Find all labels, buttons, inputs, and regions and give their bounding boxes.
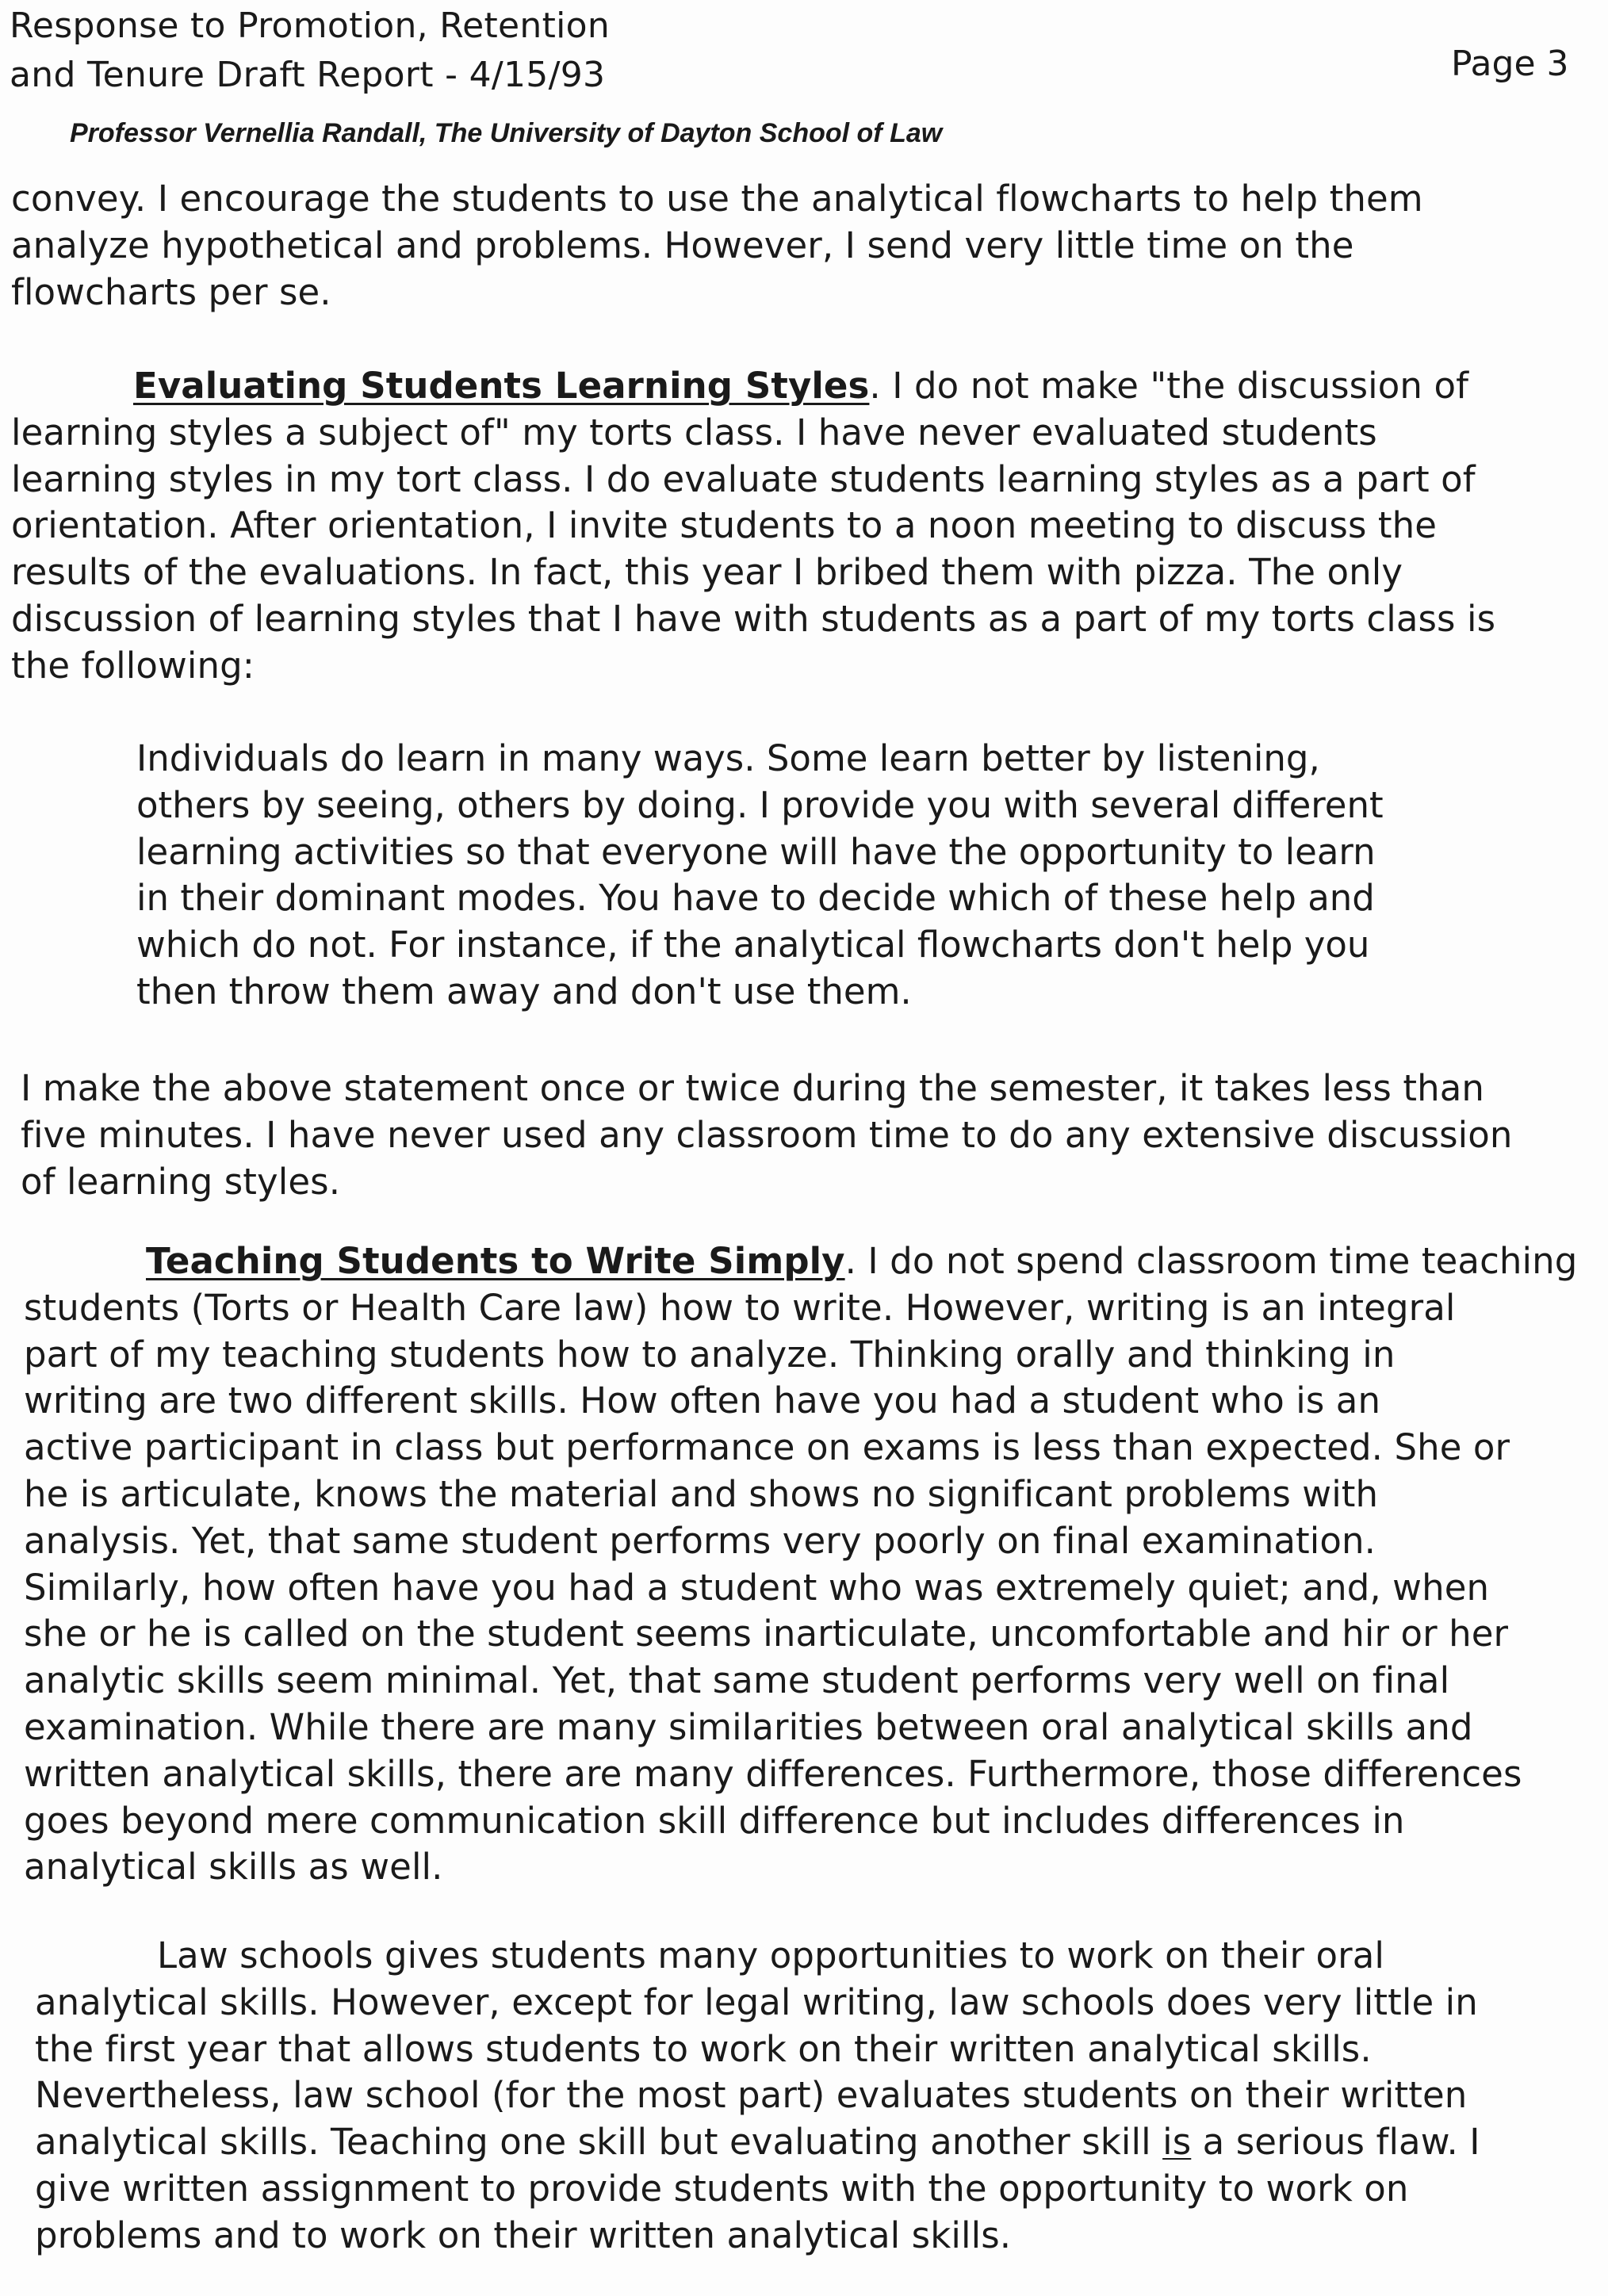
quote-line: which do not. For instance, if the analytical flowcharts don't help you: [136, 924, 1370, 966]
text-line: analytical skills as well.: [24, 1846, 443, 1888]
block-quote: [136, 736, 1384, 1016]
text-line: analyze hypothetical and problems. However, I send very little time on the: [11, 224, 1354, 266]
text-line: goes beyond mere communication skill difference but includes differences in: [24, 1799, 1405, 1842]
quote-line: Individuals do learn in many ways. Some learn better by listening,: [136, 737, 1320, 779]
text-run: a serious flaw. I: [1191, 2121, 1480, 2164]
text-line: Law schools gives students many opportunities to work on their oral: [157, 1934, 1385, 1976]
quote-line: in their dominant modes. You have to decide which of these help and: [136, 877, 1375, 920]
paragraph-convey: [11, 176, 1423, 316]
text-line: students (Torts or Health Care law) how to write. However, writing is an integral: [24, 1286, 1456, 1329]
text-run: . I do not make "the discussion of: [869, 365, 1469, 407]
text-line: I make the above statement once or twice during the semester, it takes less than: [21, 1067, 1485, 1109]
text-line: five minutes. I have never used any classroom time to do any extensive discussion: [21, 1113, 1513, 1156]
text-line: he is articulate, knows the material and shows no significant problems with: [24, 1472, 1379, 1515]
paragraph-learning-styles: [11, 363, 1495, 690]
text-line: active participant in class but performance on exams is less than expected. She or: [24, 1426, 1510, 1469]
text-line: written analytical skills, there are many differences. Furthermore, those differences: [24, 1752, 1522, 1795]
paragraph-statement: [21, 1066, 1512, 1205]
text-line: flowcharts per se.: [11, 270, 331, 313]
text-line: analytical skills. However, except for legal writing, law schools does very little in: [35, 1980, 1478, 2023]
text-line: discussion of learning styles that I have with students as a part of my torts class is: [11, 597, 1496, 640]
quote-line: learning activities so that everyone will have the opportunity to learn: [136, 830, 1376, 873]
author-line: Professor Vernellia Randall, The University of Dayton School of Law: [70, 118, 943, 148]
text-line: writing are two different skills. How often have you had a student who is an: [24, 1380, 1381, 1422]
text-line: learning styles in my tort class. I do evaluate students learning styles as a part of: [11, 457, 1476, 500]
text-line: Nevertheless, law school (for the most part) evaluates students on their written: [35, 2074, 1468, 2117]
text-line: results of the evaluations. In fact, this year I bribed them with pizza. The only: [11, 551, 1403, 594]
text-line: analysis. Yet, that same student performs very poorly on final examination.: [24, 1519, 1376, 1562]
text-line: [11, 363, 1495, 410]
text-line: she or he is called on the student seems inarticulate, uncomfortable and hir or her: [24, 1613, 1509, 1655]
text-line: orientation. After orientation, I invite students to a noon meeting to discuss the: [11, 504, 1438, 547]
text-line: give written assignment to provide students with the opportunity to work on: [35, 2167, 1409, 2210]
document-header: [10, 2, 610, 100]
text-line: convey. I encourage the students to use the analytical flowcharts to help them: [11, 178, 1423, 220]
text-line: [24, 1238, 1577, 1285]
header-title-line-1: Response to Promotion, Retention: [10, 6, 611, 46]
text-line: part of my teaching students how to analyze. Thinking orally and thinking in: [24, 1333, 1396, 1376]
quote-line: then throw them away and don't use them.: [136, 970, 912, 1012]
text-line: [35, 2119, 1480, 2166]
text-line: problems and to work on their written analytical skills.: [35, 2214, 1012, 2256]
text-run: . I do not spend classroom time teaching: [844, 1240, 1578, 1282]
quote-line: others by seeing, others by doing. I provide you with several different: [136, 783, 1384, 826]
text-line: analytic skills seem minimal. Yet, that same student performs very well on final: [24, 1659, 1450, 1702]
text-line: the first year that allows students to work on their written analytical skills.: [35, 2027, 1372, 2070]
emphasized-word: is: [1162, 2121, 1192, 2164]
paragraph-law-schools: [35, 1933, 1480, 2260]
text-line: the following:: [11, 644, 255, 687]
text-line: learning styles a subject of" my torts class. I have never evaluated students: [11, 411, 1377, 453]
text-line: Similarly, how often have you had a student who was extremely quiet; and, when: [24, 1566, 1490, 1609]
text-line: examination. While there are many similarities between oral analytical skills and: [24, 1705, 1473, 1748]
text-run: analytical skills. Teaching one skill but evaluating another skill: [35, 2121, 1163, 2164]
text-line: of learning styles.: [21, 1160, 341, 1203]
page-number: Page 3: [1451, 44, 1569, 84]
section-heading-learning-styles: Evaluating Students Learning Styles: [133, 365, 870, 407]
header-title-line-2: and Tenure Draft Report - 4/15/93: [10, 55, 606, 95]
paragraph-write-simply: [24, 1238, 1577, 1891]
section-heading-write-simply: Teaching Students to Write Simply: [146, 1240, 845, 1282]
